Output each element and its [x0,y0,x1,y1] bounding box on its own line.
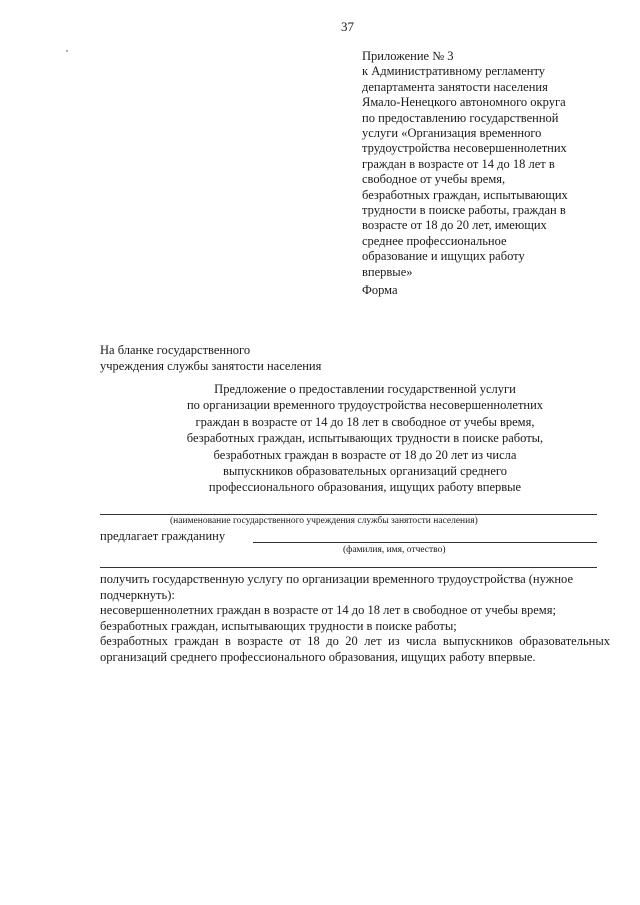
scan-speck [66,50,68,52]
appendix-line: услуги «Организация временного [362,126,542,141]
appendix-line: возрасте от 18 до 20 лет, имеющих [362,218,547,233]
title-line: безработных граждан, испытывающих трудности в поиске работы, [186,431,544,446]
institution-caption: (наименование государственного учреждения службы занятости населения) [170,516,478,526]
blank-line: На бланке государственного [100,343,251,357]
appendix-line: по предоставлению государственной [362,110,559,125]
institution-name-line [100,514,597,515]
title-line: профессионального образования, ищущих работу впервые [208,480,522,495]
appendix-header [362,49,632,280]
body-paragraph: несовершеннолетних граждан в возрасте от 14 до 18 лет в свободное от учебы время; [100,603,556,618]
appendix-line: Ямало-Ненецкого автономного округа [362,95,566,110]
title-line: по организации временного трудоустройства несовершеннолетних [186,398,544,413]
citizen-caption: (фамилия, имя, отчество) [343,545,446,555]
appendix-line: среднее профессиональное [362,233,507,248]
title-line: выпускников образовательных организаций среднего [223,464,507,479]
blank-note [100,342,321,374]
appendix-line: образование и ищущих работу [362,249,525,264]
extra-name-line [100,567,597,568]
blank-line: учреждения службы занятости населения [100,359,322,373]
appendix-line: впервые» [362,264,413,279]
body-paragraph: безработных граждан в возрасте от 18 до 20 лет из числа выпускников образовательных организаций среднего профессионального образования, ищущих работу впервые. [100,634,610,664]
citizen-name-line [253,542,597,543]
appendix-line: департамента занятости населения [362,79,548,94]
appendix-line: свободное от учебы время, [362,172,506,187]
document-title [100,381,630,496]
body-text [100,572,610,666]
body-paragraph: получить государственную услугу по организации временного трудоустройства (нужное подчеркнуть): [100,572,573,602]
page-number: 37 [341,19,354,34]
form-label: Форма [362,283,398,297]
appendix-line: к Административному регламенту [362,64,546,79]
title-line: безработных граждан в возрасте от 18 до 20 лет из числа [213,447,517,462]
appendix-line: безработных граждан, испытывающих [362,187,568,202]
appendix-line: граждан в возрасте от 14 до 18 лет в [362,156,555,171]
body-paragraph: безработных граждан, испытывающих трудности в поиске работы; [100,618,457,633]
title-line: граждан в возрасте от 14 до 18 лет в свободное от учебы время, [195,414,535,429]
offers-label: предлагает гражданину [100,529,226,543]
appendix-line: трудности в поиске работы, граждан в [362,203,566,218]
appendix-line: трудоустройства несовершеннолетних [362,141,567,156]
title-line: Предложение о предоставлении государственной услуги [214,382,516,396]
appendix-line: Приложение № 3 [362,49,454,63]
